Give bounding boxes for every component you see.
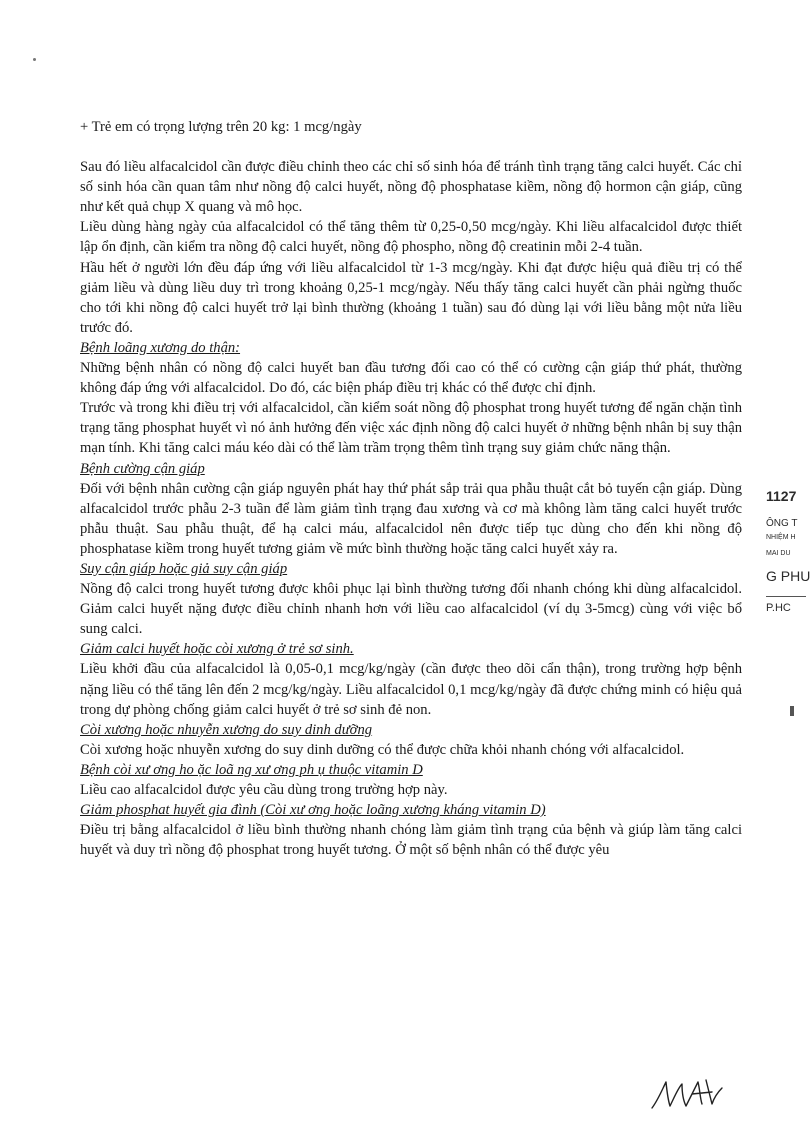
paragraph: + Trẻ em có trọng lượng trên 20 kg: 1 mcg/ngày xyxy=(80,119,362,135)
signature xyxy=(640,1064,740,1116)
margin-mark xyxy=(790,706,794,716)
paragraph: Liều dùng hàng ngày của alfacalcidol có thể tăng thêm từ 0,25-0,50 mcg/ngày. Khi liều alfacalcidol được thiết lập ổn định, cần kiểm tra nồng độ calci huyết, nồng độ phospho, nồng độ creatinin mỗi 2-4 tuần. xyxy=(80,219,742,256)
section-heading: Bệnh loãng xương do thận: xyxy=(80,339,241,356)
section-heading: Bệnh còi xư ơng ho ặc loã ng xư ơng ph ụ thuộc vitamin D xyxy=(80,761,423,778)
paragraph: Còi xương hoặc nhuyễn xương do suy dinh dưỡng có thể được chữa khỏi nhanh chóng với alfacalcidol. xyxy=(80,741,685,758)
scan-speck xyxy=(33,58,36,61)
paragraph: Sau đó liều alfacalcidol cần được điều chỉnh theo các chỉ số sinh hóa để tránh tình trạng tăng calci huyết. Các chỉ số sinh hóa cần quan tâm như nồng độ calci huyết, nồng độ phosphatase kiềm, nồng độ hormon cận giáp, cũng như kết quả chụp X quang và mô học. xyxy=(80,159,742,216)
section-heading: Bệnh cường cận giáp xyxy=(80,460,205,477)
paragraph: Trước và trong khi điều trị với alfacalcidol, cần kiểm soát nồng độ phosphat trong huyết tương để ngăn chặn tình trạng tăng phosphat huyết vì nó ảnh hưởng đến việc xác định nồng độ calci huyết ở những bệnh nhân bị suy thận mạn tính. Khi tăng calci máu kéo dài có thể làm trầm trọng thêm tình trạng suy giảm chức năng thận. xyxy=(80,400,742,457)
section-heading: Suy cận giáp hoặc giả suy cận giáp xyxy=(80,560,288,577)
paragraph: Liều khởi đầu của alfacalcidol là 0,05-0,1 mcg/kg/ngày (cần được theo dõi cẩn thận), trong trường hợp bệnh nặng liều có thể tăng lên đến 2 mcg/kg/ngày. Liều alfacalcidol 0,1 mcg/kg/ngày đã được chứng minh có hiệu quả trong dự phòng chống giảm calci huyết ở trẻ sơ sinh đẻ non. xyxy=(80,661,742,718)
paragraph: Nồng độ calci trong huyết tương được khôi phục lại bình thường tương đối nhanh chóng khi dùng alfacalcidol. Giảm calci huyết nặng được điều chỉnh nhanh hơn với liều cao alfacalcidol (ví dụ 3-5mcg) cùng với việc bổ sung calci. xyxy=(80,581,742,638)
paragraph: Đối với bệnh nhân cường cận giáp nguyên phát hay thứ phát sắp trải qua phẫu thuật cắt bỏ tuyến cận giáp. Dùng alfacalcidol trước phẫu 2-3 tuần để làm giảm tình trạng đau xương và cơ mà không làm tăng calci huyết trước phẫu thuật. Sau phẫu thuật, để hạ calci máu, alfacalcidol nên được tiếp tục dùng cho đến khi nồng độ phosphatase kiềm trong huyết tương giảm về mức bình thường hoặc tăng calci huyết xảy ra. xyxy=(80,480,742,557)
paragraph: Điều trị bằng alfacalcidol ở liều bình thường nhanh chóng làm giảm tình trạng của bệnh và giúp làm tăng calci huyết và duy trì nồng độ phosphat trong huyết tương. Ở một số bệnh nhân có thể được yêu xyxy=(80,822,742,859)
paragraph: Liều cao alfacalcidol được yêu cầu dùng trong trường hợp này. xyxy=(80,782,448,798)
section-heading: Giảm calci huyết hoặc còi xương ở trẻ sơ sinh. xyxy=(80,641,354,658)
paragraph: Những bệnh nhân có nồng độ calci huyết ban đầu tương đối cao có thể có cường cận giáp thứ phát, thường không đáp ứng với alfacalcidol. Do đó, các biện pháp điều trị khác có thể được chỉ định. xyxy=(80,360,742,397)
document-body xyxy=(80,117,742,860)
stamp-fragment: 1127 ÔNG T NHIỆM H MAI DU G PHU P.HC xyxy=(766,488,810,614)
section-heading: Giảm phosphat huyết gia đình (Còi xư ơng hoặc loãng xương kháng vitamin D) xyxy=(80,802,546,819)
paragraph: Hầu hết ở người lớn đều đáp ứng với liều alfacalcidol từ 1-3 mcg/ngày. Khi đạt được hiệu quả điều trị có thể giảm liều và dùng liều duy trì trong khoảng 0,25-1 mcg/ngày. Nếu thấy tăng calci huyết cần phải ngừng thuốc cho tới khi nồng độ calci huyết trở lại bình thường (khoảng 1 tuần) sau đó dùng lại với liều bằng một nửa liều trước đó. xyxy=(80,259,742,336)
section-heading: Còi xương hoặc nhuyễn xương do suy dinh dưỡng xyxy=(80,721,373,738)
